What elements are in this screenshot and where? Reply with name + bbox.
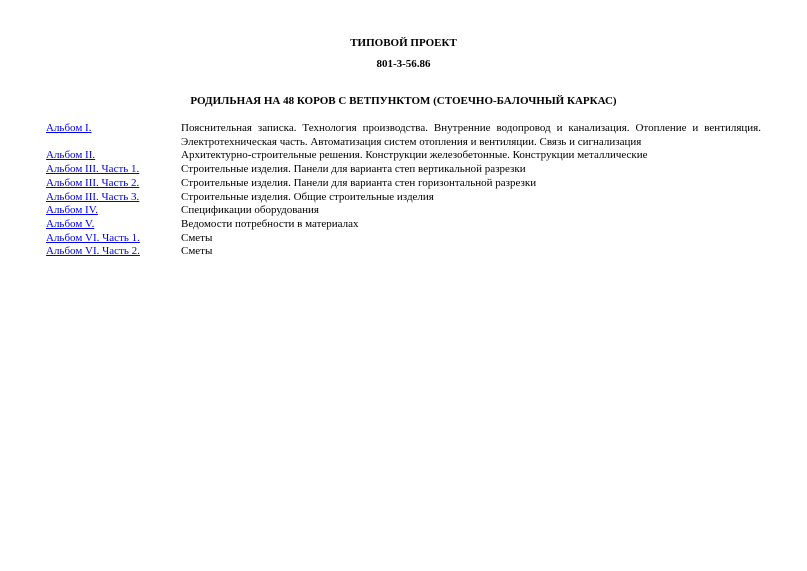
album-description: Пояснительная записка. Технология производства. Внутренние водопровод и канализация. Отопление и вентиляция. bbox=[181, 122, 761, 134]
project-number: 801-3-56.86 bbox=[376, 58, 431, 70]
album-link-cell bbox=[46, 218, 181, 232]
album-link-cell bbox=[46, 191, 181, 205]
album-row bbox=[46, 163, 761, 177]
album-description-continued: Электротехническая часть. Автоматизация систем отопления и вентиляции. Связь и сигнализация bbox=[181, 135, 642, 148]
album-description: Сметы bbox=[181, 231, 213, 244]
album-link[interactable]: Альбом III. Часть 3. bbox=[46, 190, 140, 203]
album-link[interactable]: Альбом VI. Часть 2. bbox=[46, 245, 140, 258]
album-link-cell bbox=[46, 163, 181, 177]
album-row bbox=[46, 232, 761, 246]
album-description: Архитектурно-строительные решения. Конструкции железобетонные. Конструкции металлические bbox=[181, 149, 648, 162]
project-title: РОДИЛЬНАЯ НА 48 КОРОВ С ВЕТПУНКТОМ (СТОЕЧНО-БАЛОЧНЫЙ КАРКАС) bbox=[190, 95, 617, 107]
album-link[interactable]: Альбом IV. bbox=[46, 204, 98, 217]
album-link-cell bbox=[46, 232, 181, 246]
album-row bbox=[46, 122, 761, 149]
album-row bbox=[46, 177, 761, 191]
album-row bbox=[46, 245, 761, 259]
album-link[interactable]: Альбом III. Часть 1. bbox=[46, 163, 140, 176]
document-type-heading: ТИПОВОЙ ПРОЕКТ bbox=[350, 37, 457, 49]
album-description: Ведомости потребности в материалах bbox=[181, 217, 359, 230]
album-row bbox=[46, 218, 761, 232]
album-description: Строительные изделия. Общие строительные изделия bbox=[181, 190, 434, 203]
album-link-cell bbox=[46, 149, 181, 163]
album-link-cell bbox=[46, 204, 181, 218]
album-link-cell bbox=[46, 177, 181, 191]
album-link[interactable]: Альбом VI. Часть 1. bbox=[46, 231, 140, 244]
album-description: Спецификации оборудования bbox=[181, 204, 319, 217]
album-link[interactable]: Альбом II. bbox=[46, 149, 96, 162]
album-description: Строительные изделия. Панели для варианта степ вертикальной разрезки bbox=[181, 163, 526, 176]
album-row bbox=[46, 149, 761, 163]
album-contents-table bbox=[46, 122, 761, 259]
album-row bbox=[46, 191, 761, 205]
album-description: Строительные изделия. Панели для варианта стен горизонтальной разрезки bbox=[181, 176, 537, 189]
album-row bbox=[46, 204, 761, 218]
album-description: Сметы bbox=[181, 245, 213, 258]
album-link-cell bbox=[46, 122, 181, 149]
album-description-cell bbox=[181, 122, 761, 149]
album-link-cell bbox=[46, 245, 181, 259]
album-link[interactable]: Альбом V. bbox=[46, 217, 95, 230]
album-link[interactable]: Альбом III. Часть 2. bbox=[46, 176, 140, 189]
album-link[interactable]: Альбом I. bbox=[46, 122, 92, 134]
